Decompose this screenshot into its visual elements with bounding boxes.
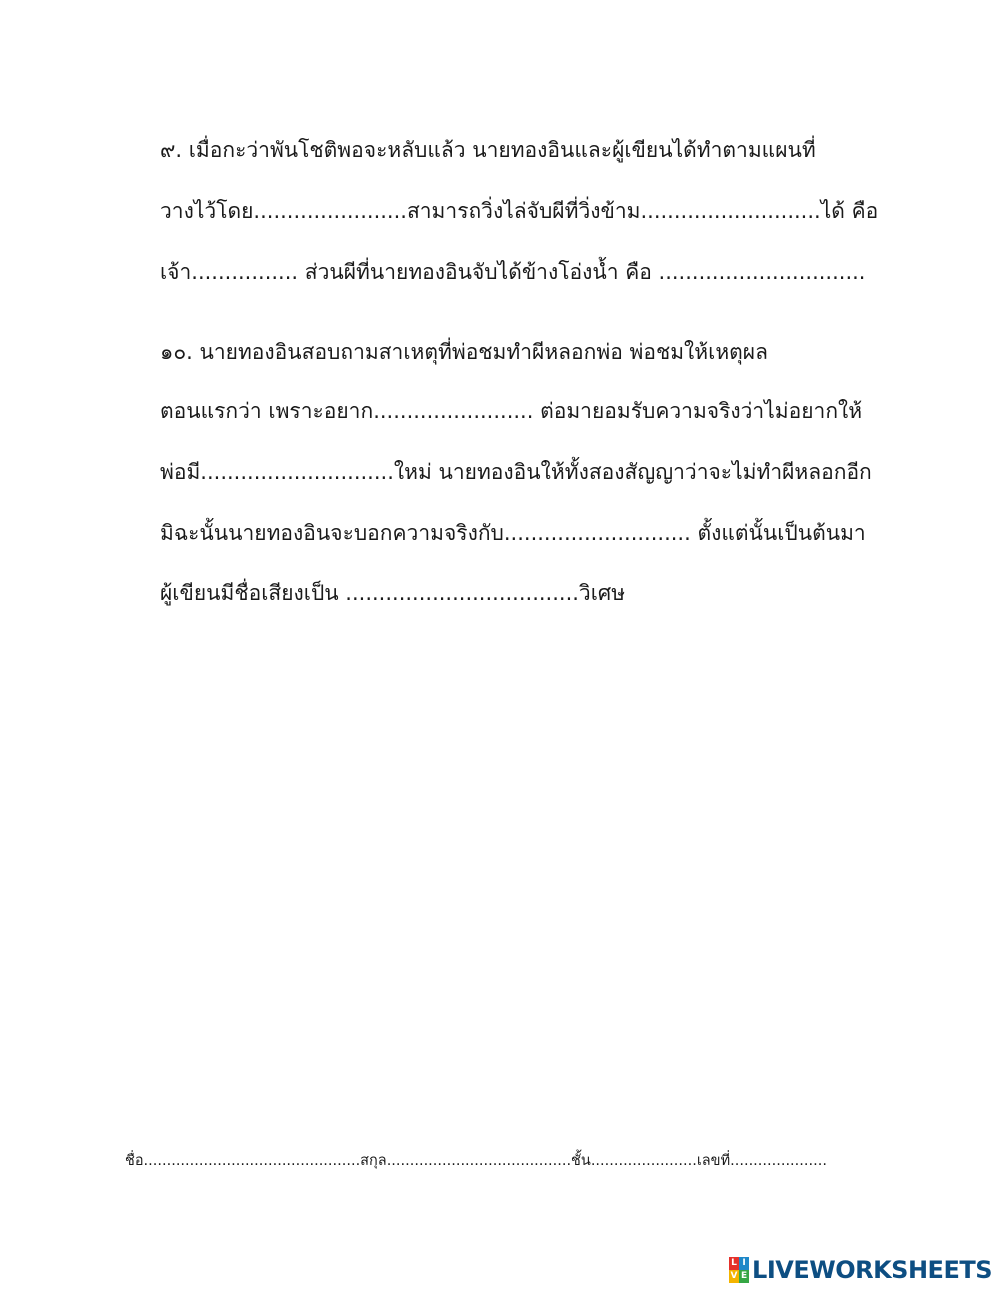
- question-9-line-1: ๙. เมื่อกะว่าพันโชติพอจะหลับแล้ว นายทองอินและผู้เขียนได้ทำตามแผนที่: [160, 138, 816, 162]
- student-info-line: ชื่อ...............................................สกุล........................................ชั้น.......................เลขที่.....................: [125, 1153, 827, 1169]
- liveworksheets-logo-icon: [729, 1257, 749, 1283]
- logo-letter-e: E: [740, 1271, 748, 1281]
- logo-letter-v: V: [730, 1271, 738, 1281]
- question-10-line-5: ผู้เขียนมีชื่อเสียงเป็น ...................................วิเศษ: [160, 581, 626, 605]
- logo-letter-l: L: [729, 1257, 739, 1270]
- question-10-line-3: พ่อมี.............................ใหม่ นายทองอินให้ทั้งสองสัญญาว่าจะไม่ทำผีหลอกอีก: [160, 460, 872, 484]
- liveworksheets-brand: [729, 1254, 992, 1286]
- question-10-line-4: มิฉะนั้นนายทองอินจะบอกความจริงกับ............................ ตั้งแต่นั้นเป็นต้นมา: [160, 521, 866, 545]
- question-10-line-2: ตอนแรกว่า เพราะอยาก........................ ต่อมายอมรับความจริงว่าไม่อยากให้: [160, 399, 863, 423]
- question-9-line-3: เจ้า................ ส่วนผีที่นายทองอินจับได้ข้างโอ่งน้ำ คือ ...............................: [160, 260, 866, 284]
- logo-letter-i: I: [739, 1257, 749, 1270]
- brand-name: LIVEWORKSHEETS: [752, 1256, 992, 1284]
- question-9-line-2: วางไว้โดย.......................สามารถวิ่งไล่จับผีที่วิ่งข้าม...........................ได้ คือ: [160, 199, 879, 223]
- question-10-line-1: ๑๐. นายทองอินสอบถามสาเหตุที่พ่อชมทำผีหลอกพ่อ พ่อชมให้เหตุผล: [160, 340, 768, 364]
